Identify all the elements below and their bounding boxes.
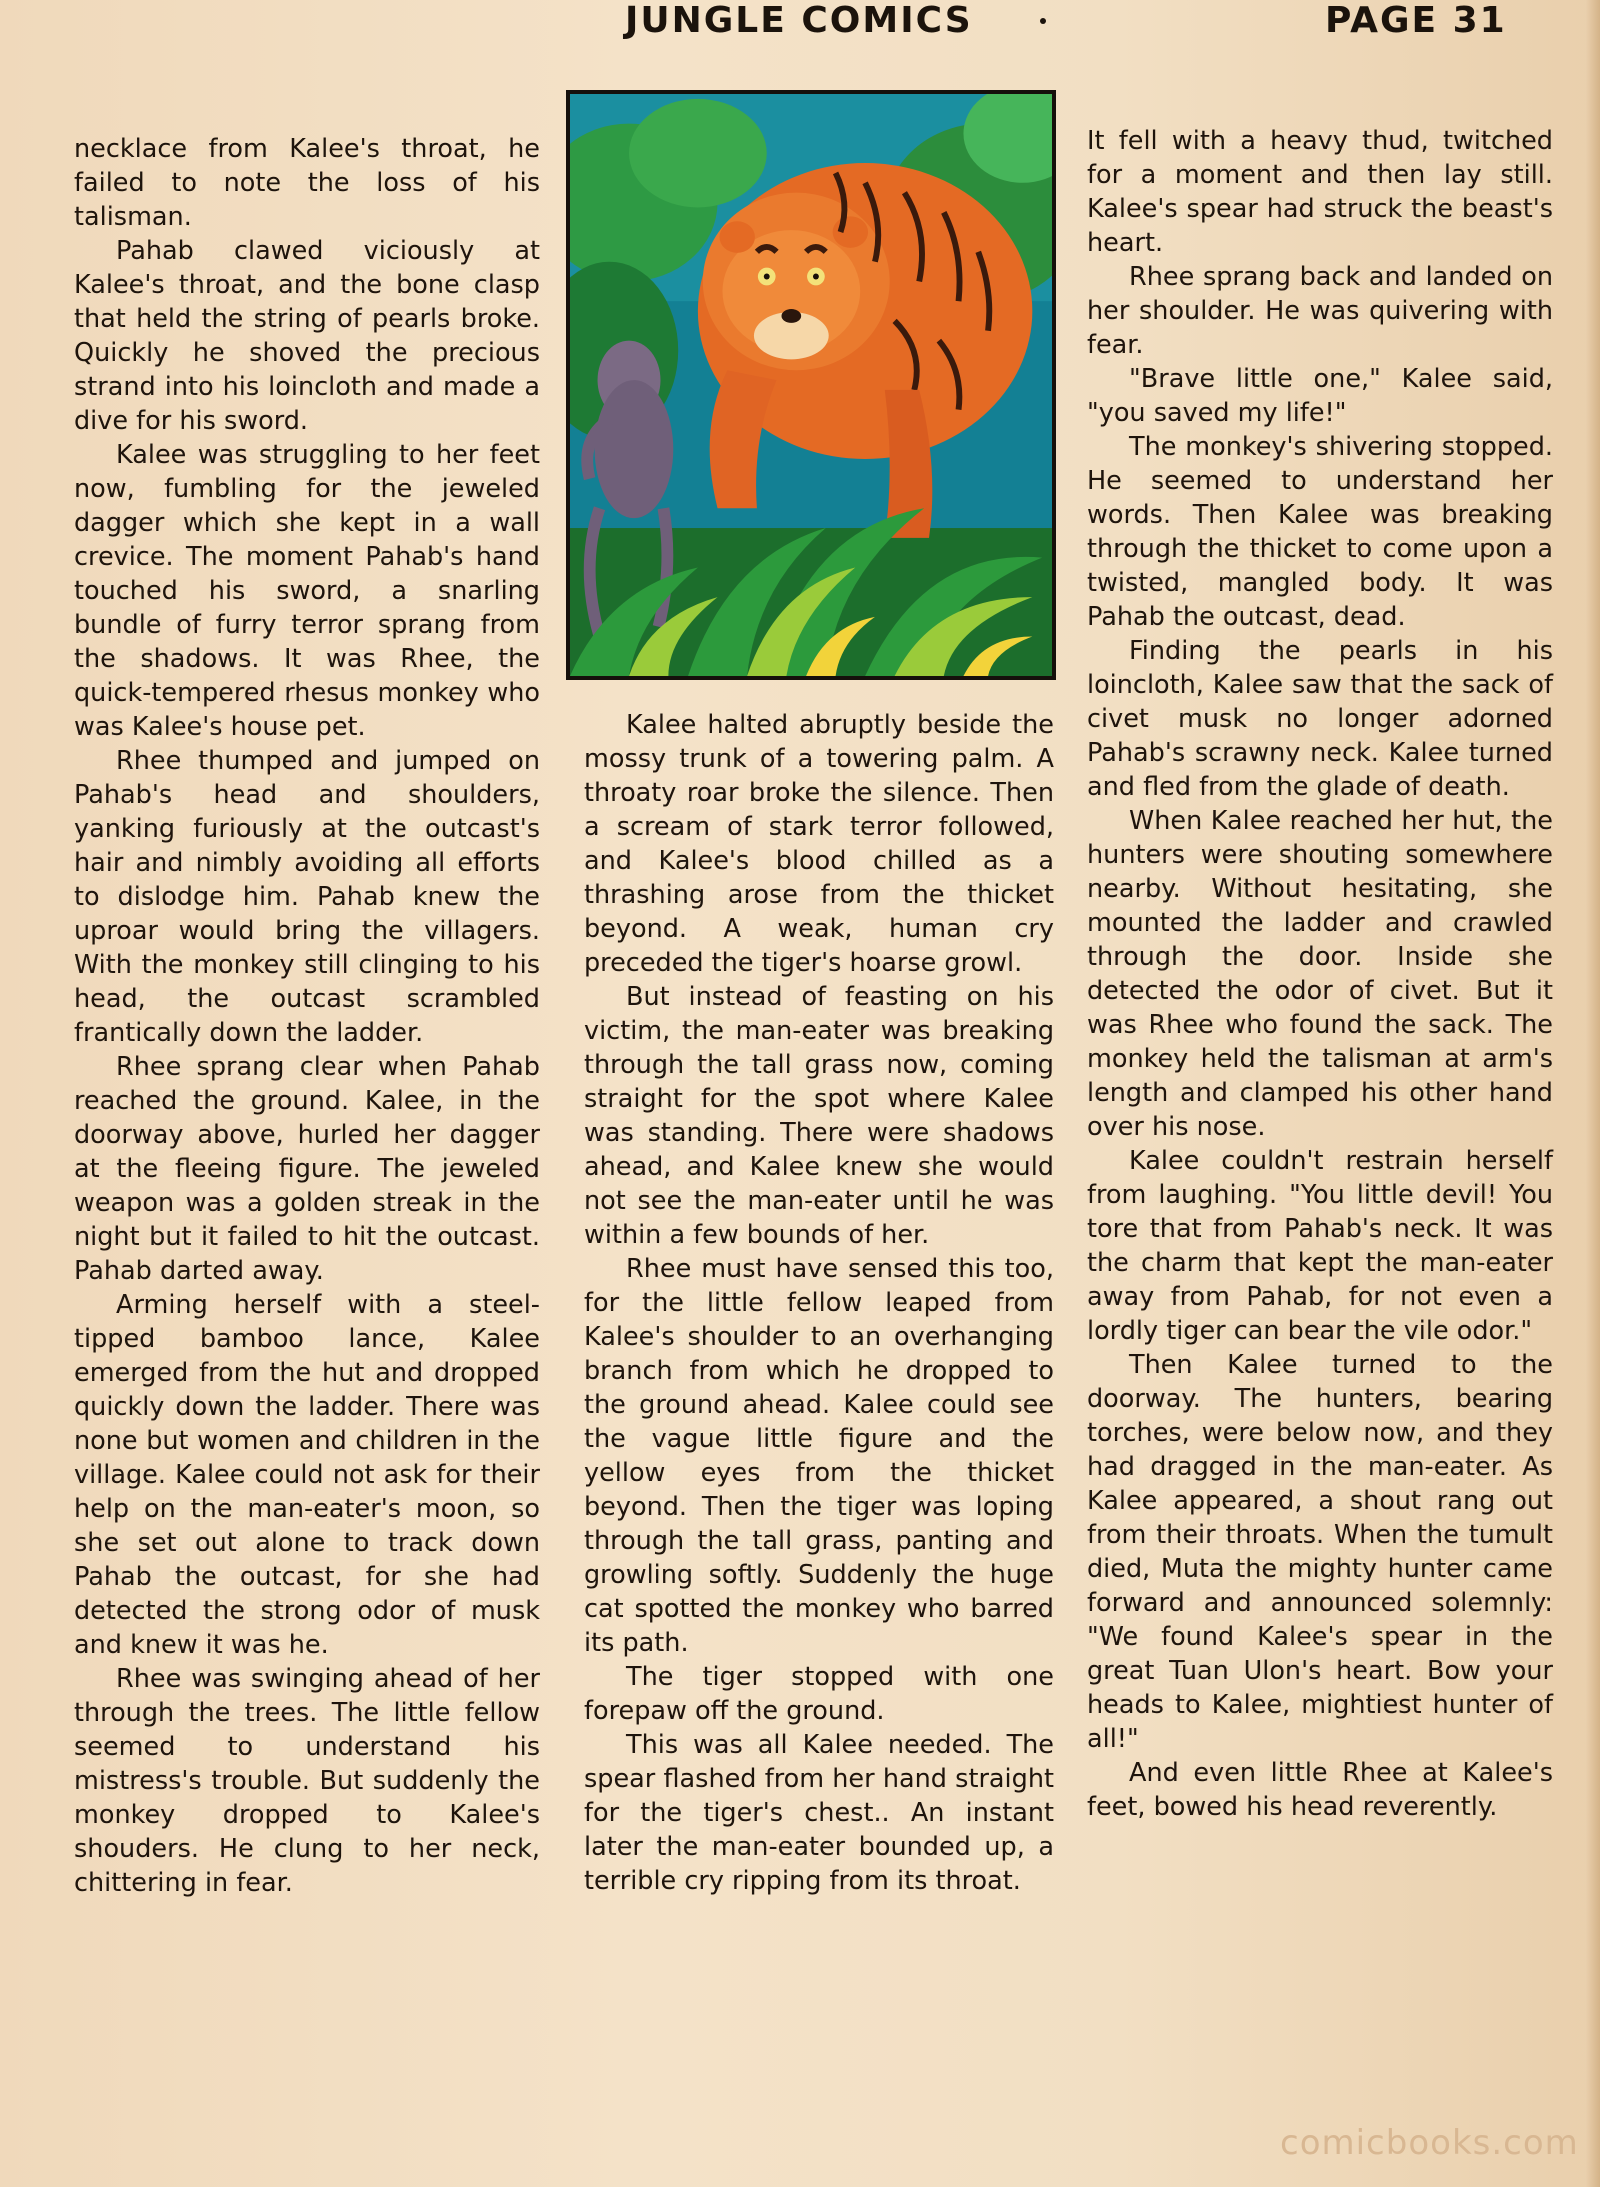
paragraph: Finding the pearls in his loincloth, Kalee saw that the sack of civet musk no longer adorned Pahab's scrawny neck. Kalee turned and fled from the glade of death.	[1087, 636, 1553, 802]
paragraph: Then Kalee turned to the doorway. The hunters, bearing torches, were below now, and they had dragged in the man-eater. As Kalee appeared, a shout rang out from their throats. When the tumult died, Muta the mighty hunter came forward and announced solemnly: "We found Kalee's spear in the great Tuan Ulon's heart. Bow your heads to Kalee, mightiest hunter of all!"	[1087, 1350, 1553, 1754]
paragraph: Rhee sprang back and landed on her shoulder. He was quivering with fear.	[1087, 262, 1553, 360]
page-edge	[1586, 0, 1600, 2187]
paragraph: This was all Kalee needed. The spear flashed from her hand straight for the tiger's chest.. An instant later the man-eater bounded up, a terrible cry ripping from its throat.	[584, 1730, 1054, 1896]
paragraph: It fell with a heavy thud, twitched for a moment and then lay still. Kalee's spear had struck the beast's heart.	[1087, 126, 1553, 258]
text-column-left	[74, 132, 540, 1900]
magazine-title: JUNGLE COMICS	[625, 0, 973, 41]
paragraph: Kalee was struggling to her feet now, fumbling for the jeweled dagger which she kept in a wall crevice. The moment Pahab's hand touched his sword, a snarling bundle of furry terror sprang from the shadows. It was Rhee, the quick-tempered rhesus monkey who was Kalee's house pet.	[74, 440, 540, 742]
paragraph: When Kalee reached her hut, the hunters were shouting somewhere nearby. Without hesitating, she mounted the ladder and crawled through the door. Inside she detected the odor of civet. But it was Rhee who found the sack. The monkey held the talisman at arm's length and clamped his other hand over his nose.	[1087, 806, 1553, 1142]
text-column-middle	[584, 708, 1054, 1898]
tiger-and-monkey-illustration	[566, 90, 1056, 680]
text-column-right	[1087, 124, 1553, 1824]
paragraph: The tiger stopped with one forepaw off the ground.	[584, 1662, 1054, 1726]
paragraph: Pahab clawed viciously at Kalee's throat, and the bone clasp that held the string of pearls broke. Quickly he shoved the precious strand into his loincloth and made a dive for his sword.	[74, 236, 540, 436]
paragraph: "Brave little one," Kalee said, "you saved my life!"	[1087, 364, 1553, 428]
paragraph: The monkey's shivering stopped. He seemed to understand her words. Then Kalee was breaking through the thicket to come upon a twisted, mangled body. It was Pahab the outcast, dead.	[1087, 432, 1553, 632]
paragraph: Arming herself with a steel-tipped bamboo lance, Kalee emerged from the hut and dropped quickly down the ladder. There was none but women and children in the village. Kalee could not ask for their help on the man-eater's moon, so she set out alone to track down Pahab the outcast, for she had detected the strong odor of musk and knew it was he.	[74, 1290, 540, 1660]
header-dot	[1040, 18, 1046, 24]
page-number: PAGE 31	[1325, 0, 1507, 41]
paragraph: necklace from Kalee's throat, he failed to note the loss of his talisman.	[74, 134, 540, 232]
paragraph: And even little Rhee at Kalee's feet, bowed his head reverently.	[1087, 1758, 1553, 1822]
watermark: comicbooks.com	[1280, 2123, 1579, 2163]
paragraph: Kalee halted abruptly beside the mossy trunk of a towering palm. A throaty roar broke the silence. Then a scream of stark terror followed, and Kalee's blood chilled as a thrashing arose from the thicket beyond. A weak, human cry preceded the tiger's hoarse growl.	[584, 710, 1054, 978]
paragraph: Rhee was swinging ahead of her through the trees. The little fellow seemed to understand his mistress's trouble. But suddenly the monkey dropped to Kalee's shouders. He clung to her neck, chittering in fear.	[74, 1664, 540, 1898]
paragraph: Rhee sprang clear when Pahab reached the ground. Kalee, in the doorway above, hurled her dagger at the fleeing figure. The jeweled weapon was a golden streak in the night but it failed to hit the outcast. Pahab darted away.	[74, 1052, 540, 1286]
illustration-art	[570, 94, 1052, 676]
paragraph: Rhee thumped and jumped on Pahab's head and shoulders, yanking furiously at the outcast's hair and nimbly avoiding all efforts to dislodge him. Pahab knew the uproar would bring the villagers. With the monkey still clinging to his head, the outcast scrambled frantically down the ladder.	[74, 746, 540, 1048]
paragraph: Kalee couldn't restrain herself from laughing. "You little devil! You tore that from Pahab's neck. It was the charm that kept the man-eater away from Pahab, for not even a lordly tiger can bear the vile odor."	[1087, 1146, 1553, 1346]
paragraph: But instead of feasting on his victim, the man-eater was breaking through the tall grass now, coming straight for the spot where Kalee was standing. There were shadows ahead, and Kalee knew she would not see the man-eater until he was within a few bounds of her.	[584, 982, 1054, 1250]
paragraph: Rhee must have sensed this too, for the little fellow leaped from Kalee's shoulder to an overhanging branch from which he dropped to the ground ahead. Kalee could see the vague little figure and the yellow eyes from the thicket beyond. Then the tiger was loping through the tall grass, panting and growling softly. Suddenly the huge cat spotted the monkey who barred its path.	[584, 1254, 1054, 1658]
